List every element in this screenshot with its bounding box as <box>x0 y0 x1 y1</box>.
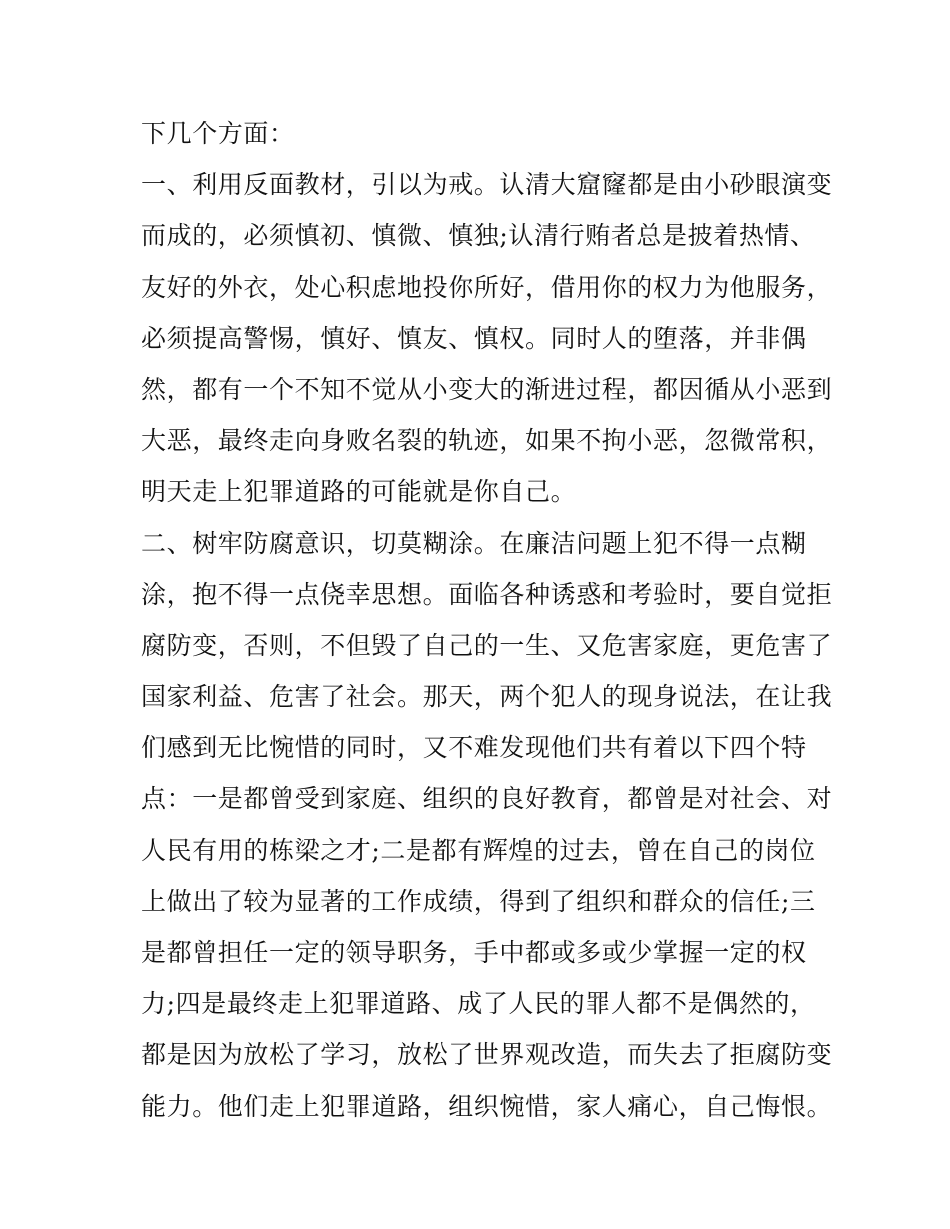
text-line: 点：一是都曾受到家庭、组织的良好教育，都曾是对社会、对 <box>141 784 833 814</box>
text-line: 们感到无比惋惜的同时，又不难发现他们共有着以下四个特 <box>141 733 807 763</box>
text-line: 而成的，必须慎初、慎微、慎独;认清行贿者总是披着热情、 <box>141 221 816 251</box>
text-line: 下几个方面： <box>141 119 295 148</box>
text-line: 必须提高警惕，慎好、慎友、慎权。同时人的堕落，并非偶 <box>141 323 807 353</box>
text-line: 友好的外衣，处心积虑地投你所好，借用你的权力为他服务， <box>141 272 833 302</box>
text-line: 力;四是最终走上犯罪道路、成了人民的罪人都不是偶然的， <box>141 989 816 1019</box>
text-line: 涂，抱不得一点侥幸思想。面临各种诱惑和考验时，要自觉拒 <box>141 579 833 609</box>
text-line: 人民有用的栋梁之才;二是都有辉煌的过去，曾在自己的岗位 <box>141 835 816 865</box>
text-line: 国家利益、危害了社会。那天，两个犯人的现身说法，在让我 <box>141 682 833 712</box>
text-line: 大恶，最终走向身败名裂的轨迹，如果不拘小恶，忽微常积， <box>141 426 833 456</box>
body-text <box>141 108 833 1132</box>
text-line: 能力。他们走上犯罪道路，组织惋惜，家人痛心，自己悔恨。 <box>141 1091 833 1121</box>
text-line: 一、利用反面教材，引以为戒。认清大窟窿都是由小砂眼演变 <box>141 170 833 200</box>
text-line: 都是因为放松了学习，放松了世界观改造，而失去了拒腐防变 <box>141 1040 833 1070</box>
text-line: 然，都有一个不知不觉从小变大的渐进过程，都因循从小恶到 <box>141 374 833 404</box>
text-line: 二、树牢防腐意识，切莫糊涂。在廉洁问题上犯不得一点糊 <box>141 528 807 558</box>
text-line: 是都曾担任一定的领导职务，手中都或多或少掌握一定的权 <box>141 938 807 967</box>
text-line: 腐防变，否则，不但毁了自己的一生、又危害家庭，更危害了 <box>141 630 833 660</box>
text-line: 明天走上犯罪道路的可能就是你自己。 <box>141 477 577 507</box>
text-line: 上做出了较为显著的工作成绩，得到了组织和群众的信任;三 <box>141 886 816 916</box>
